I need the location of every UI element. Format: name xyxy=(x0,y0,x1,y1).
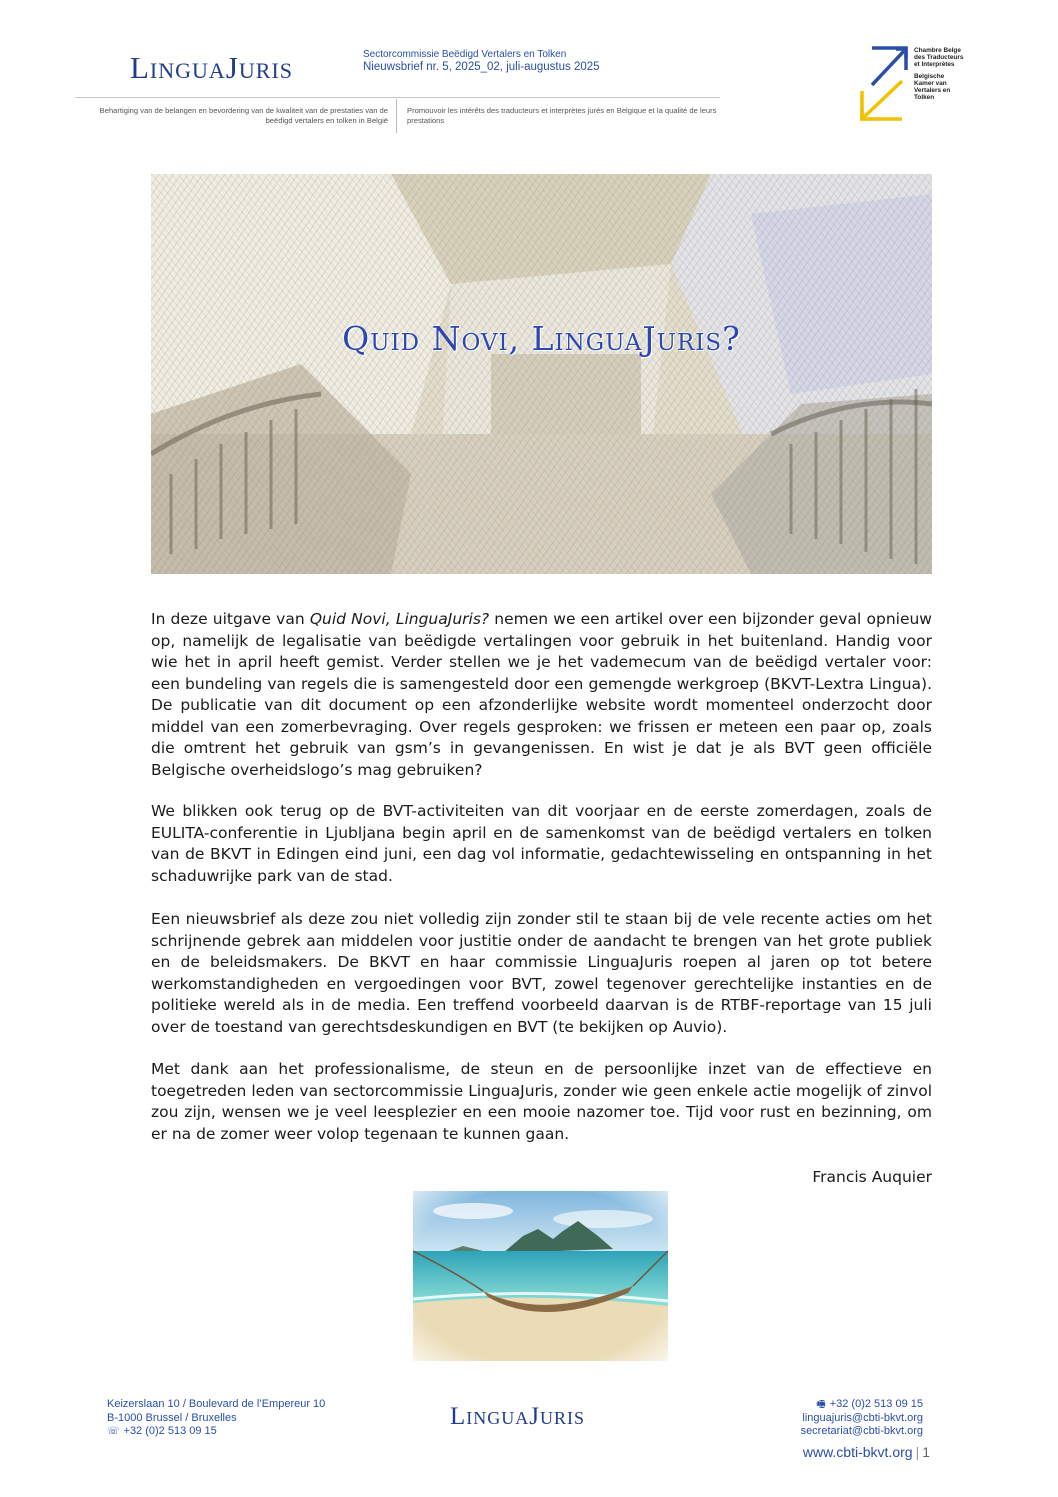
footer-address xyxy=(107,1398,325,1439)
commission-name: Sectorcommissie Beëdigd Vertalers en Tolken xyxy=(363,49,567,60)
address-line-1: Keizerslaan 10 / Boulevard de l’Empereur 10 xyxy=(107,1398,326,1410)
fax-icon: 🖷 xyxy=(816,1399,826,1410)
beach-illustration xyxy=(413,1191,668,1361)
hammock-beach-image xyxy=(413,1191,668,1361)
phone-icon: ☏ xyxy=(107,1426,120,1437)
chamber-name xyxy=(914,47,964,101)
mission-statement-nl: Behartiging van de belangen en bevordering van de kwaliteit van de prestaties van de beëdigd vertalers en tolken in België xyxy=(99,106,388,125)
staircase-illustration xyxy=(151,174,932,574)
phone-number[interactable]: +32 (0)2 513 09 15 xyxy=(123,1425,217,1437)
email-linguajuris[interactable]: linguajuris@cbti-bkvt.org xyxy=(802,1411,923,1424)
linguajuris-logo: LinguaJuris xyxy=(130,50,293,85)
newsletter-title: Quid Novi, LinguaJuris? xyxy=(342,319,741,358)
issue-info: Nieuwsbrief nr. 5, 2025_02, juli-augustus 2025 xyxy=(363,61,600,73)
intro-paragraph xyxy=(151,609,932,781)
hero-staircase-image xyxy=(151,174,932,574)
mission-statement-fr: Promouvoir les intérêts des traducteurs et interprètes jurés en Belgique et la qualité de leurs prestations xyxy=(407,106,717,125)
page-number: 1 xyxy=(922,1444,930,1460)
chamber-name-fr: Chambre Belge des Traducteurs et Interprètes xyxy=(914,47,964,69)
footer-contact xyxy=(801,1398,923,1439)
newsletter-meta xyxy=(363,48,600,74)
footer-phone xyxy=(107,1425,325,1439)
chamber-name-nl: Belgische Kamer van Vertalers en Tolken xyxy=(914,72,951,102)
advocacy-paragraph: Een nieuwsbrief als deze zou niet volledig zijn zonder stil te staan bij de vele recente acties om het schrijnende gebrek aan middelen voor justitie onder de aandacht te brengen van het grote publiek en de beleidsmakers. De BKVT en haar commissie LinguaJuris roepen al jaren op tot betere werkomstandigheden en vergoedingen voor BVT, zowel tegenover gerechtelijke instanties en de politieke wereld als in de media. Een treffend voorbeeld daarvan is de RTBF-reportage van 15 juli over de toestand van gerechtsdeskundigen en BVT (te bekijken op Auvio). xyxy=(151,910,932,1036)
separator: | xyxy=(915,1444,920,1460)
intro-text-rest: nemen we een artikel over een bijzonder geval opnieuw op, namelijk de legalisatie van beëdigde vertalingen voor gebruik in het buitenland. Handig voor wie het in april heeft gemist. Verder stellen we je het vademecum van de beëdigd vertaler voor: een bundeling van regels die is samengesteld door een gemengde werkgroep (BKVT-Lextra Lingua). De publicatie van dit document op een afzonderlijke website wordt momenteel onderzocht door middel van een zomerbevraging. Over regels gesproken: we frissen er meteen een paar op, zoals die omtrent het gebruik van gsm’s in gevangenissen. En wist je dat je als BVT geen officiële Belgische overheidslogo’s mag gebruiken? xyxy=(151,610,932,779)
linguajuris-footer-logo: LinguaJuris xyxy=(450,1403,585,1430)
footer-fax xyxy=(801,1398,923,1412)
closing-paragraph: Met dank aan het professionalisme, de steun en de persoonlijke inzet van de effectieve en toegetreden leden van sectorcommissie LinguaJuris, zonder wie geen enkele actie mogelijk of zinvol zou zijn, wensen we je veel leesplezier en een mooie nazomer toe. Tijd voor rust en bezinning, om er na de zomer weer volop tegenaan te kunnen gaan. xyxy=(151,1060,932,1143)
website-link[interactable]: www.cbti-bkvt.org xyxy=(802,1444,913,1460)
newsletter-title-inline: Quid Novi, LinguaJuris? xyxy=(309,610,490,628)
header-divider xyxy=(75,97,720,98)
intro-text-start: In deze uitgave van xyxy=(151,610,310,628)
mission-divider xyxy=(396,99,397,133)
email-secretariat[interactable]: secretariat@cbti-bkvt.org xyxy=(800,1425,923,1437)
footer-web-line xyxy=(803,1444,930,1460)
activities-paragraph: We blikken ook terug op de BVT-activiteiten van dit voorjaar en de eerste zomerdagen, zoals de EULITA-conferentie in Ljubljana begin april en de samenkomst van de beëdigd vertalers en tolken van de BKVT in Edingen eind juni, een dag vol informatie, gedachtewisseling en ontspanning in het schaduwrijke park van de stad. xyxy=(151,802,932,885)
signature: Francis Auquier xyxy=(812,1168,932,1186)
fax-number[interactable]: +32 (0)2 513 09 15 xyxy=(829,1398,923,1410)
address-line-2: B-1000 Brussel / Bruxelles xyxy=(107,1411,237,1424)
